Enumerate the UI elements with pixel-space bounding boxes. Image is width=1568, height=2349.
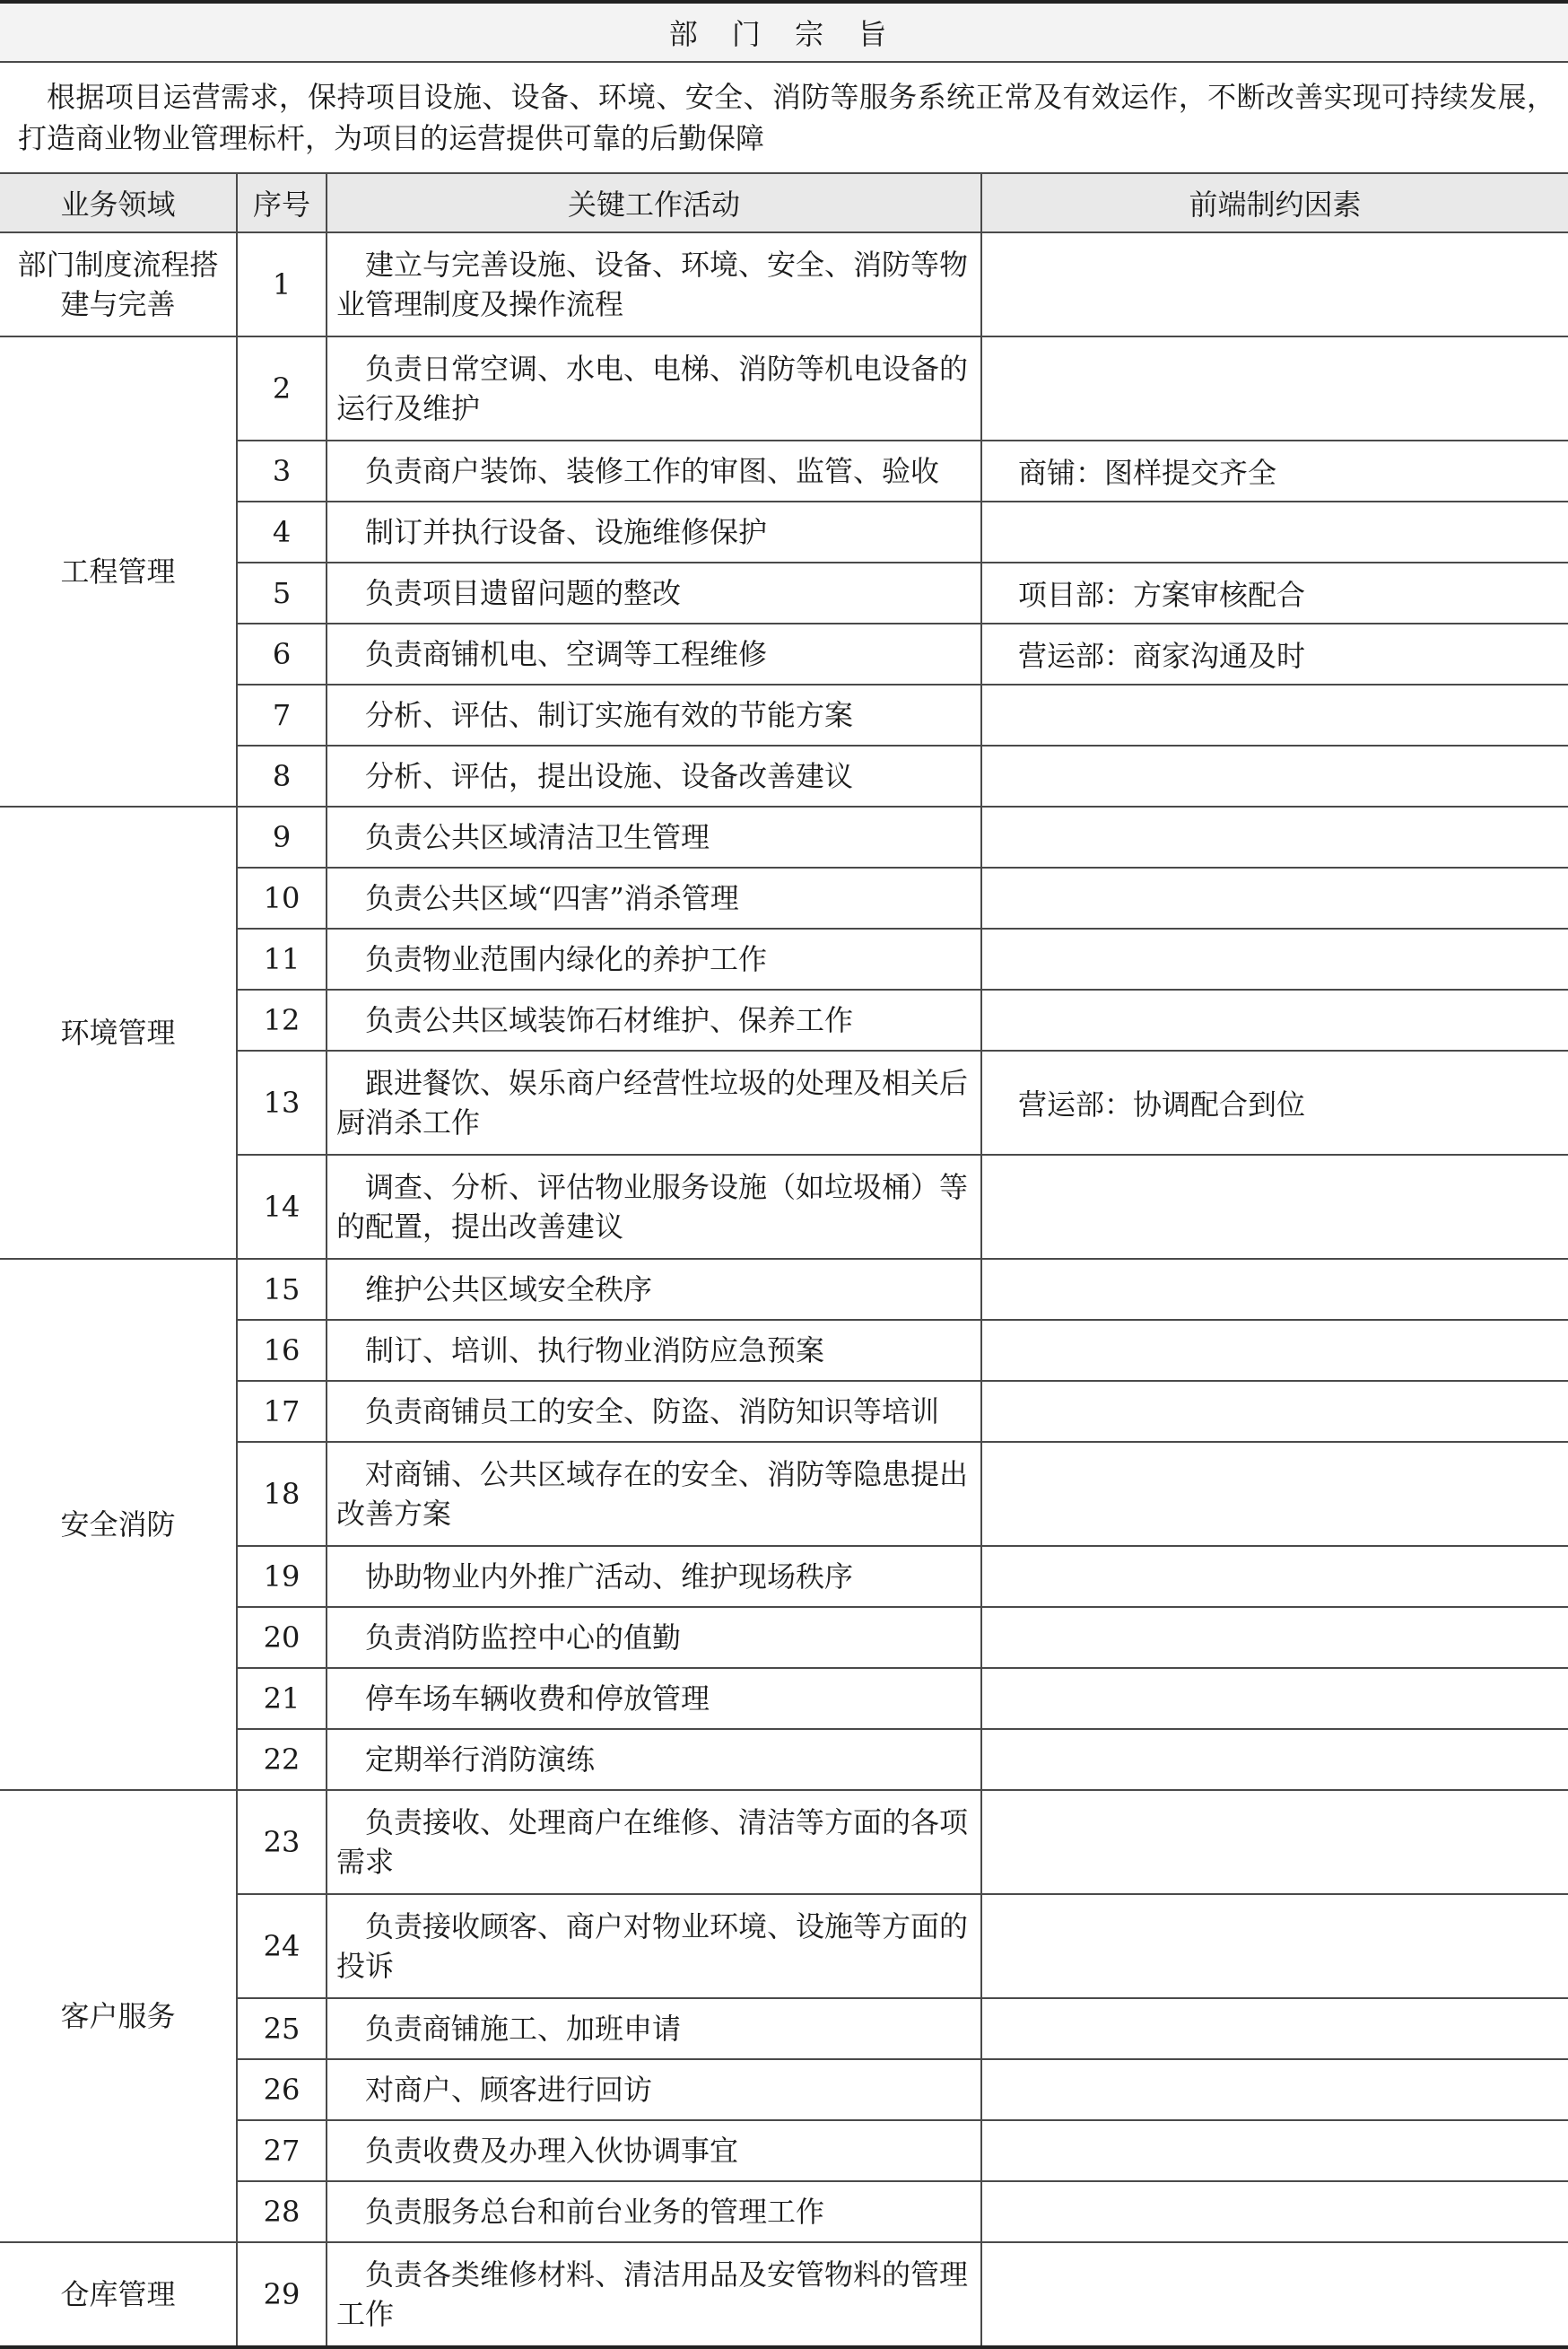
activity-cell: 建立与完善设施、设备、环境、安全、消防等物业管理制度及操作流程	[327, 232, 981, 336]
activity-cell: 分析、评估，提出设施、设备改善建议	[327, 746, 981, 807]
table-header-row	[0, 173, 1568, 232]
activity-cell: 维护公共区域安全秩序	[327, 1259, 981, 1320]
seq-cell: 1	[237, 232, 327, 336]
activity-cell: 停车场车辆收费和停放管理	[327, 1668, 981, 1729]
constraint-cell	[981, 1894, 1568, 1998]
constraint-cell	[981, 746, 1568, 807]
constraint-cell	[981, 2242, 1568, 2347]
activity-cell: 制订、培训、执行物业消防应急预案	[327, 1320, 981, 1381]
seq-cell: 13	[237, 1051, 327, 1155]
seq-cell: 6	[237, 624, 327, 685]
area-cell: 安全消防	[0, 1259, 237, 1790]
seq-cell: 21	[237, 1668, 327, 1729]
seq-cell: 10	[237, 868, 327, 929]
constraint-cell	[981, 1998, 1568, 2059]
activity-cell: 调查、分析、评估物业服务设施（如垃圾桶）等的配置，提出改善建议	[327, 1155, 981, 1259]
seq-cell: 19	[237, 1546, 327, 1607]
seq-cell: 16	[237, 1320, 327, 1381]
seq-cell: 8	[237, 746, 327, 807]
seq-cell: 9	[237, 807, 327, 868]
activity-cell: 协助物业内外推广活动、维护现场秩序	[327, 1546, 981, 1607]
seq-cell: 14	[237, 1155, 327, 1259]
constraint-cell	[981, 1442, 1568, 1546]
activity-cell: 负责各类维修材料、清洁用品及安管物料的管理工作	[327, 2242, 981, 2347]
activity-cell: 负责消防监控中心的值勤	[327, 1607, 981, 1668]
seq-cell: 18	[237, 1442, 327, 1546]
seq-cell: 11	[237, 929, 327, 990]
header-area: 业务领域	[0, 173, 237, 232]
constraint-cell	[981, 807, 1568, 868]
seq-cell: 23	[237, 1790, 327, 1894]
activity-cell: 负责接收、处理商户在维修、清洁等方面的各项需求	[327, 1790, 981, 1894]
activity-cell: 负责商户装饰、装修工作的审图、监管、验收	[327, 441, 981, 502]
seq-cell: 7	[237, 685, 327, 746]
area-cell: 仓库管理	[0, 2242, 237, 2347]
activity-cell: 制订并执行设备、设施维修保护	[327, 502, 981, 563]
activity-cell: 负责日常空调、水电、电梯、消防等机电设备的运行及维护	[327, 336, 981, 441]
constraint-cell	[981, 929, 1568, 990]
constraint-cell	[981, 2120, 1568, 2181]
constraint-cell	[981, 1607, 1568, 1668]
seq-cell: 26	[237, 2059, 327, 2120]
activity-cell: 负责项目遗留问题的整改	[327, 563, 981, 624]
constraint-cell	[981, 1381, 1568, 1442]
activity-cell: 负责公共区域清洁卫生管理	[327, 807, 981, 868]
activity-cell: 负责公共区域“四害”消杀管理	[327, 868, 981, 929]
constraint-cell	[981, 336, 1568, 441]
constraint-cell: 营运部：协调配合到位	[981, 1051, 1568, 1155]
constraint-cell	[981, 1155, 1568, 1259]
activity-cell: 对商铺、公共区域存在的安全、消防等隐患提出改善方案	[327, 1442, 981, 1546]
activity-cell: 负责收费及办理入伙协调事宜	[327, 2120, 981, 2181]
seq-cell: 15	[237, 1259, 327, 1320]
activity-cell: 定期举行消防演练	[327, 1729, 981, 1790]
table-row	[0, 807, 1568, 868]
seq-cell: 25	[237, 1998, 327, 2059]
seq-cell: 5	[237, 563, 327, 624]
constraint-cell	[981, 232, 1568, 336]
constraint-cell: 商铺：图样提交齐全	[981, 441, 1568, 502]
seq-cell: 2	[237, 336, 327, 441]
activity-cell: 负责接收顾客、商户对物业环境、设施等方面的投诉	[327, 1894, 981, 1998]
constraint-cell	[981, 685, 1568, 746]
constraint-cell	[981, 1790, 1568, 1894]
constraint-cell	[981, 1320, 1568, 1381]
table-row	[0, 2242, 1568, 2347]
activity-cell: 负责公共区域装饰石材维护、保养工作	[327, 990, 981, 1051]
activity-cell: 负责服务总台和前台业务的管理工作	[327, 2181, 981, 2242]
area-cell: 环境管理	[0, 807, 237, 1259]
activity-cell: 负责物业范围内绿化的养护工作	[327, 929, 981, 990]
activity-cell: 对商户、顾客进行回访	[327, 2059, 981, 2120]
header-activity: 关键工作活动	[327, 173, 981, 232]
constraint-cell	[981, 502, 1568, 563]
area-cell: 部门制度流程搭建与完善	[0, 232, 237, 336]
constraint-cell: 项目部：方案审核配合	[981, 563, 1568, 624]
seq-cell: 17	[237, 1381, 327, 1442]
constraint-cell	[981, 1729, 1568, 1790]
activity-cell: 负责商铺员工的安全、防盗、消防知识等培训	[327, 1381, 981, 1442]
seq-cell: 27	[237, 2120, 327, 2181]
table-row	[0, 336, 1568, 441]
seq-cell: 29	[237, 2242, 327, 2347]
activity-cell: 跟进餐饮、娱乐商户经营性垃圾的处理及相关后厨消杀工作	[327, 1051, 981, 1155]
table-row	[0, 1259, 1568, 1320]
table-row	[0, 1790, 1568, 1894]
seq-cell: 12	[237, 990, 327, 1051]
header-seq: 序号	[237, 173, 327, 232]
table-title: 部 门 宗 旨	[0, 2, 1568, 62]
constraint-cell	[981, 1668, 1568, 1729]
seq-cell: 24	[237, 1894, 327, 1998]
constraint-cell	[981, 2181, 1568, 2242]
header-constraint: 前端制约因素	[981, 173, 1568, 232]
activity-cell: 负责商铺施工、加班申请	[327, 1998, 981, 2059]
constraint-cell	[981, 990, 1568, 1051]
constraint-cell: 营运部：商家沟通及时	[981, 624, 1568, 685]
constraint-cell	[981, 2059, 1568, 2120]
seq-cell: 4	[237, 502, 327, 563]
seq-cell: 3	[237, 441, 327, 502]
constraint-cell	[981, 868, 1568, 929]
purpose-statement: 根据项目运营需求，保持项目设施、设备、环境、安全、消防等服务系统正常及有效运作，不断改善实现可持续发展，打造商业物业管理标杆，为项目的运营提供可靠的后勤保障	[0, 62, 1568, 173]
seq-cell: 22	[237, 1729, 327, 1790]
activity-cell: 分析、评估、制订实施有效的节能方案	[327, 685, 981, 746]
seq-cell: 28	[237, 2181, 327, 2242]
table-row	[0, 232, 1568, 336]
constraint-cell	[981, 1546, 1568, 1607]
area-cell: 客户服务	[0, 1790, 237, 2242]
constraint-cell	[981, 1259, 1568, 1320]
area-cell: 工程管理	[0, 336, 237, 807]
activity-cell: 负责商铺机电、空调等工程维修	[327, 624, 981, 685]
seq-cell: 20	[237, 1607, 327, 1668]
